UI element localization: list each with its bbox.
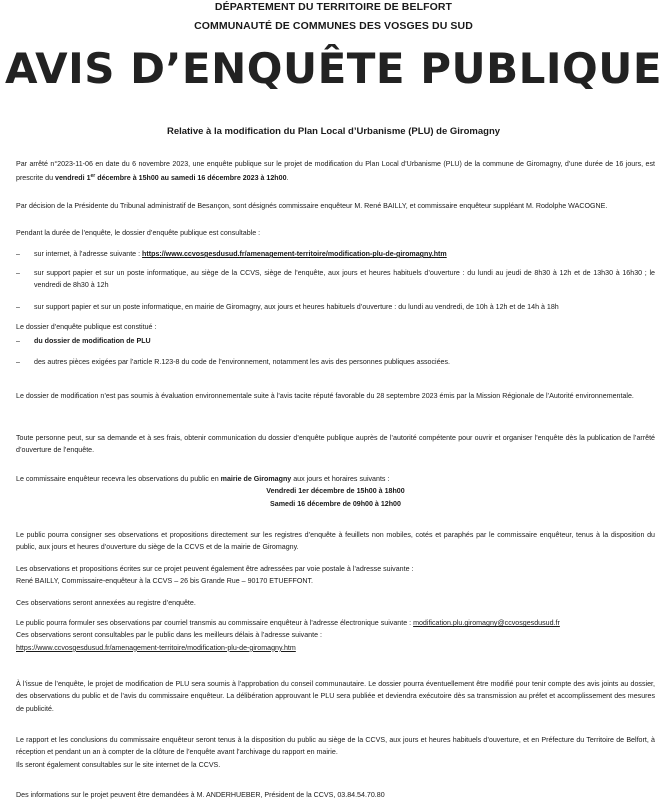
paragraph-approbation: À l’issue de l’enquête, le projet de modification de PLU sera soumis à l’approbation du conseil communautaire. Le dossier pourra éventuellement être modifié pour tenir compte des avis joints au dossier, des observations du public et de l’avis du commissaire enquêteur. La délibération approuvant le PLU sera publiée et deviendra exécutoire dès sa transmission au préfet et accomplissement des mesures de publicité.: [16, 680, 655, 713]
constitution-list: [16, 335, 655, 347]
postal-address: René BAILLY, Commissaire-enquêteur à la CCVS – 26 bis Grande Rue – 90170 ETUEFFONT.: [16, 577, 314, 586]
bullet-dash: –: [16, 250, 20, 258]
permanence-date-2: Samedi 16 décembre de 09h00 à 12h00: [270, 499, 401, 508]
list-item: – sur support papier et sur un poste informatique, en mairie de Giromagny, aux jours et heures habituels d’ouverture : du lundi au vendredi, de 10h à 12h et de 14h à 18h: [16, 301, 655, 313]
department-heading: DÉPARTEMENT DU TERRITOIRE DE BELFORT: [214, 1, 453, 13]
consultation-list: [16, 248, 655, 260]
bullet-dash: –: [16, 337, 20, 345]
constitution-list-2: [16, 356, 655, 368]
paragraph-commissaire: Par décision de la Présidente du Tribunal administratif de Besançon, sont désignés commissaire enquêteur M. René BAILLY, et commissaire enquêteur suppléant M. Rodolphe WACOGNE.: [16, 202, 608, 210]
bullet-dash: –: [16, 303, 20, 311]
paragraph-postal: Les observations et propositions écrites sur ce projet peuvent également être adressées par voie postale à l’adresse suivante : René BAILLY, Commissaire-enquêteur à la CCVS – 26 bis Grande Rue – 90170 ETUEFFONT.: [16, 563, 655, 588]
consultation-list-2: [16, 267, 655, 292]
paragraph-evaluation: Le dossier de modification n’est pas soumis à évaluation environnementale suite à l’avis tacite réputé favorable du 28 septembre 2023 émis par la Mission Régionale de l’Autorité environnementale.: [16, 392, 634, 400]
email-link[interactable]: modification.plu.giromagny@ccvosgesdusud.fr: [413, 619, 560, 627]
list-item: – sur internet, à l’adresse suivante : https://www.ccvosgesdusud.fr/amenagement-territoire/modification-plu-de-giromagny.htm: [16, 248, 655, 260]
paragraph-constitution: Le dossier d’enquête publique est constitué :: [16, 323, 157, 331]
list-item: – sur support papier et sur un poste informatique, au siège de la CCVS, siège de l’enquête, aux jours et heures habituels d’ouverture : du lundi au jeudi de 8h30 à 12h et de 13h30 à 16h30 ; le vendredi de 8h30 à 12h: [16, 267, 655, 292]
paragraph-annexees: Ces observations seront annexées au registre d’enquête.: [16, 599, 196, 607]
community-heading: COMMUNAUTÉ DE COMMUNES DES VOSGES DU SUD: [194, 20, 473, 32]
list-item: – du dossier de modification de PLU: [16, 335, 655, 347]
paragraph-permanences: Le commissaire enquêteur recevra les observations du public en mairie de Giromagny aux jours et horaires suivants : Vendredi 1er décembre de 15h00 à 18h00 Samedi 16 décembre de 09h00 à 12h00: [16, 473, 655, 510]
paragraph-informations: Des informations sur le projet peuvent être demandées à M. ANDERHUEBER, Président de la CCVS, 03.84.54.70.80: [16, 791, 385, 799]
bullet-dash: –: [16, 358, 20, 366]
paragraph-courriel: Le public pourra formuler ses observations par courriel transmis au commissaire enquêteur à l’adresse électronique suivante : modification.plu.giromagny@ccvosgesdusud.fr Ces observations seront consultables par le public dans les meilleurs délais à l’adresse suivante : https://www.ccvosgesdusud.fr/amenagement-territoire/modification-plu-de-giromagny.htm: [16, 619, 560, 652]
consultation-list-3: [16, 301, 655, 313]
dossier-link[interactable]: https://www.ccvosgesdusud.fr/amenagement-territoire/modification-plu-de-giromagny.htm: [142, 250, 447, 258]
page-subtitle: Relative à la modification du Plan Local d’Urbanisme (PLU) de Giromagny: [166, 126, 501, 137]
permanence-date-1: Vendredi 1er décembre de 15h00 à 18h00: [266, 487, 405, 496]
paragraph-rapport: Le rapport et les conclusions du commissaire enquêteur seront tenus à la disposition du public au siège de la CCVS, aux jours et heures habituels d’ouverture, et en Préfecture du Territoire de Belfort, à réception et pendant un an à compter de la clôture de l’enquête avant l’archivage du rapport en mairie. Ils seront également consultables sur le site internet de la CCVS.: [16, 736, 655, 769]
page-title: AVIS D’ENQUÊTE PUBLIQUE: [4, 44, 663, 93]
list-item: – des autres pièces exigées par l’article R.123-8 du code de l’environnement, notamment les avis des personnes publiques associées.: [16, 356, 655, 368]
consultation-link[interactable]: https://www.ccvosgesdusud.fr/amenagement-territoire/modification-plu-de-giromagny.htm: [16, 643, 296, 652]
paragraph-communication: Toute personne peut, sur sa demande et à ses frais, obtenir communication du dossier d’enquête publique auprès de l’autorité compétente pour ouvrir et organiser l’enquête dès la publication de l’arrêté d’ouverture de l’enquête.: [16, 434, 655, 455]
paragraph-consultation: Pendant la durée de l’enquête, le dossier d’enquête publique est consultable :: [16, 229, 261, 237]
paragraph-registres: Le public pourra consigner ses observations et propositions directement sur les registres d’enquête à feuillets non mobiles, cotés et paraphés par le commissaire enquêteur, tenus à la disposition du public, aux jours et heures d’ouverture du siège de la CCVS et de la mairie de Giromagny.: [16, 531, 655, 552]
paragraph-arrete: Par arrêté n°2023-11-06 en date du 6 novembre 2023, une enquête publique sur le projet de modification du Plan Local d’Urbanisme (PLU) de la commune de Giromagny, d’une durée de 16 jours, est prescrite du vendredi 1er décembre à 15h00 au samedi 16 décembre 2023 à 12h00.: [16, 160, 655, 183]
bullet-dash: –: [16, 269, 20, 277]
